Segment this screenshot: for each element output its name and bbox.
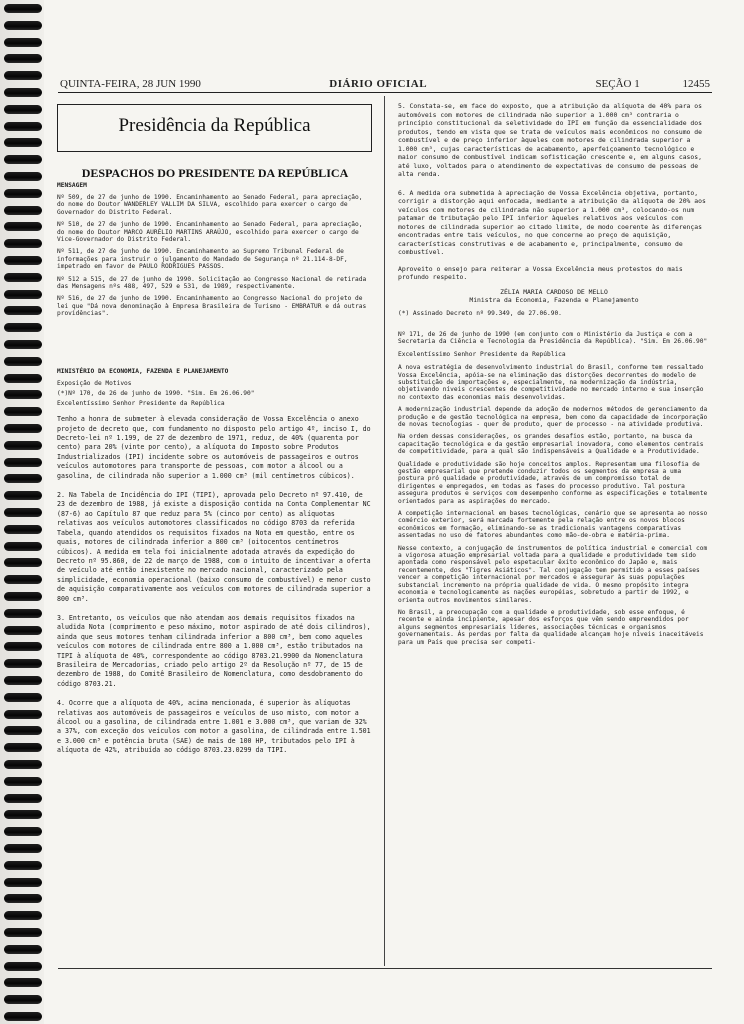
exposicao-label: Exposição de Motivos xyxy=(57,380,132,387)
binding-coil xyxy=(4,290,42,299)
header-rule xyxy=(58,92,712,93)
binding-coil xyxy=(4,945,42,954)
binding-coil xyxy=(4,4,42,13)
mensagem-label: MENSAGEM xyxy=(57,182,87,189)
binding-coil xyxy=(4,693,42,702)
binding-coil xyxy=(4,743,42,752)
despacho-item: Nº 516, de 27 de junho de 1990. Encaminhamento ao Congresso Nacional do projeto de lei que "Dá nova denominação à Empresa Brasileira de Turismo - EMBRATUR e dá outras providências". xyxy=(57,295,367,318)
paragraph-1: Tenho a honra de submeter à elevada consideração de Vossa Excelência o anexo projeto de decreto que, com fundamento no disposto pelo artigo 4º, inciso I, do Decreto-lei nº 1.199, de 27 de dezembro de 1971, reduz, de 40% (quarenta por cento) para 20% (vinte por cento), a alíquota do Imposto sobre Produtos Industrializados (IPI) incidente sobre os automóveis de passageiros e outros veículos automotores para transporte de pessoas, com motor a álcool ou a gasolina, de cilindrada não superior a 1.000 cm³ (mil centímetros cúbicos). xyxy=(57,415,371,480)
binding-coil xyxy=(4,407,42,416)
binding-coil xyxy=(4,844,42,853)
binding-coil xyxy=(4,21,42,30)
body-paragraph: A nova estratégia de desenvolvimento industrial do Brasil, conforme tem ressaltado Vossa Excelência, apóia-se na eliminação das distorções decorrentes do modelo de substituição de importações e, especialmente, na modernização da indústria, objetivando níveis crescentes de competitividade no mercado interno e sua inserção no contexto das economias mais desenvolvidas. xyxy=(398,364,704,401)
paragraph-2: 2. Na Tabela de Incidência do IPI (TIPI), aprovada pelo Decreto nº 97.410, de 23 de dezembro de 1988, já existe a disposição contida na Conta Complementar NC (87-6) ao Capítulo 87 que reduz para 5% (cinco por cento) as alíquotas relativas aos veículos automotores classificados no código 8703 da referida Tabela, quando atendidos os requisitos fixados na Nota em questão, entre os quais, motores de cilindrada inferior a 800 cm³ (oitocentos centímetros cúbicos). A medida em tela foi inicialmente adotada através da expedição do Decreto nº 95.860, de 22 de março de 1988, com o intuito de incentivar a oferta de veículo até então inexistente no mercado nacional, caracterizado pela simplicidade, economia operacional (baixo consumo de combustível) e menor custo de aquisição comparativamente aos veículos com motores de cilindrada superior a 800 cm³. xyxy=(57,491,371,603)
body-paragraph: No Brasil, a preocupação com a qualidade e produtividade, sob esse enfoque, é recente e ainda incipiente, apesar dos esforços que vêm sendo empreendidos por alguns segmentos empresariais líderes, associações técnicas e organismos governamentais. Ás perdas por falta da qualidade alcançam hoje níveis inaceitáveis para um País que precisa ser competi- xyxy=(398,608,704,646)
salutation-2: Excelentíssimo Senhor Presidente da República xyxy=(398,350,566,358)
binding-coil xyxy=(4,357,42,366)
header-page-number: 12455 xyxy=(682,78,710,90)
em-171: Nº 171, de 26 de junho de 1990 (em conjunto com o Ministério da Justiça e com a Secretaria da Ciência e Tecnologia da Presidência da República). "Sim. Em 26.06.90" xyxy=(398,330,708,346)
binding-coil xyxy=(4,575,42,584)
spiral-binding xyxy=(0,0,44,1024)
signature-name: ZÉLIA MARIA CARDOSO DE MELLO xyxy=(500,287,608,296)
paragraph-4: 4. Ocorre que a alíquota de 40%, acima mencionada, é superior às alíquotas relativas aos automóveis de passageiros e veículos de uso misto, com motor a álcool ou a gasolina, de cilindrada entre 1.001 e 3.000 cm³, que variam de 32% a 37%, com exceção dos veículos com motor a gasolina, de cilindrada entre 1.501 e 3.000 cm³ e potência bruta (SAE) de mais de 100 HP, tributados pelo IPI à alíquota de 42%, atribuída ao código 8703.23.0299 da TIPI. xyxy=(57,699,371,755)
binding-coil xyxy=(4,138,42,147)
signature-title: Ministra da Economia, Fazenda e Planejamento xyxy=(469,295,639,304)
binding-coil xyxy=(4,810,42,819)
closing-paragraph: Aproveito o ensejo para reiterar a Vossa Excelência meus protestos do mais profundo respeito. xyxy=(398,264,683,281)
header-date: QUINTA-FEIRA, 28 JUN 1990 xyxy=(60,78,201,90)
page-header xyxy=(60,78,710,90)
binding-coil xyxy=(4,390,42,399)
binding-coil xyxy=(4,525,42,534)
salutation: Excelentíssimo Senhor Presidente da República xyxy=(57,399,225,407)
binding-coil xyxy=(4,726,42,735)
binding-coil xyxy=(4,38,42,47)
binding-coil xyxy=(4,878,42,887)
binding-coil xyxy=(4,424,42,433)
despacho-item: Nº 510, de 27 de junho de 1990. Encaminhamento ao Senado Federal, para apreciação, do nome do Doutor MARCO AURÉLIO MARTINS ARAÚJO, escolhido para exercer o cargo de Vice-Governador do Distrito Federal. xyxy=(57,221,363,244)
column-divider xyxy=(384,96,385,966)
body-paragraph: A modernização industrial depende da adoção de modernos métodos de gerenciamento da produção e de gestão tecnológica na empresa, bem como da capacidade de incorporação de novas tecnologias - quer de produto, quer de processo - na atividade produtiva. xyxy=(398,406,708,428)
header-section: SEÇÃO 1 xyxy=(595,78,640,90)
binding-coil xyxy=(4,155,42,164)
binding-coil xyxy=(4,189,42,198)
body-paragraph: Na ordem dessas considerações, os grandes desafios estão, portanto, na busca da capacitação tecnológica e da gestão empresarial inovadora, como elementos centrais de competitividade, para a qual são indispensáveis a Qualidade e a Produtividade. xyxy=(398,433,704,456)
ministerio-block xyxy=(57,368,373,756)
binding-coil xyxy=(4,105,42,114)
binding-coil xyxy=(4,340,42,349)
binding-coil xyxy=(4,374,42,383)
binding-coil xyxy=(4,323,42,332)
body-paragraph: Qualidade e produtividade são hoje conceitos amplos. Representam uma filosofia de gestão empresarial que pretende conduzir todos os segmentos da empresa a uma postura pró qualidade e produtividade, através de um compromisso total de dirigentes e empregados, em todas as fases do processo produtivo. Tal postura assegura produtos e serviços com desempenho conforme as especificações e totalmente orientados para as aspirações do mercado. xyxy=(398,460,708,505)
footer-rule xyxy=(58,968,712,969)
paragraph-3: 3. Entretanto, os veículos que não atendam aos demais requisitos fixados na aludida Nota (comprimento e peso máximo, motor aspirado de até dois cilindros), ainda que seus motores tenham cilindrada inferior a 800 cm³, bem como aqueles veículos com motores de cilindrada entre 800 a 1.000 cm³, estão tributados na TIPI à alíquota de 40%, correspondente ao código 8703.21.9900 da Nomenclatura Brasileira de Mercadorias, criado pelo artigo 2º da Resolução nº 77, de 15 de dezembro de 1988, do Comitê Brasileiro de Nomenclatura, como desdobramento do código 8703.21. xyxy=(57,613,371,688)
binding-coil xyxy=(4,222,42,231)
section-title-box xyxy=(57,104,372,152)
despacho-item: Nº 511, de 27 de junho de 1990. Encaminhamento ao Supremo Tribunal Federal de informações para instruir o julgamento do Mandado de Segurança nº 21.114-8-DF, impetrado em favor de PAULO RODRIGUES PASSOS. xyxy=(57,248,348,271)
binding-coil xyxy=(4,441,42,450)
binding-coil xyxy=(4,491,42,500)
despachos-block xyxy=(57,182,373,318)
binding-coil xyxy=(4,962,42,971)
binding-coil xyxy=(4,777,42,786)
paragraph-5: 5. Constata-se, em face do exposto, que a atribuição da alíquota de 40% para os automóveis com motores de cilindrada não superior a 1.000 cm³ contraria o princípio constitucional da seletividade do IPI em função da essencialidade dos produtos, tendo em vista que se trata de veículos mais econômicos no consumo de combustível e de preço inferior àqueles com motores de cilindrada superior a 1.000 cm³, cujas características de acabamento, aperfeiçoamento tecnológico e maior consumo de combustível indicam sofisticação crescente e, em alguns casos, até luxo, voltados para o atendimento de expectativas de consumo de pessoas de alta renda. xyxy=(398,102,702,178)
binding-coil xyxy=(4,239,42,248)
binding-coil xyxy=(4,609,42,618)
binding-coil xyxy=(4,928,42,937)
binding-coil xyxy=(4,710,42,719)
binding-coil xyxy=(4,794,42,803)
binding-coil xyxy=(4,54,42,63)
binding-coil xyxy=(4,88,42,97)
binding-coil xyxy=(4,592,42,601)
binding-coil xyxy=(4,995,42,1004)
binding-coil xyxy=(4,827,42,836)
binding-coil xyxy=(4,273,42,282)
binding-coil xyxy=(4,760,42,769)
binding-coil xyxy=(4,71,42,80)
binding-coil xyxy=(4,306,42,315)
ministerio-heading: MINISTÉRIO DA ECONOMIA, FAZENDA E PLANEJAMENTO xyxy=(57,368,229,375)
header-publication: DIÁRIO OFICIAL xyxy=(329,78,428,90)
binding-coil xyxy=(4,894,42,903)
binding-coil xyxy=(4,458,42,467)
paragraph-6: 6. A medida ora submetida à apreciação de Vossa Excelência objetiva, portanto, corrigir a distorção aqui enfocada, mediante a atribuição da alíquota de 20% aos veículos com motores de cilindrada não superior a 1.000 cm³, colocando-os num patamar de tributação pelo IPI inferior àqueles relativos aos veículos com motores de cilindrada superior ao citado limite, de modo coerente às diferenças encontradas entre tais veículos, no que concerne ao preço de aquisição, características construtivas e de acabamento e, principalmente, consumo de combustível. xyxy=(398,188,706,256)
binding-coil xyxy=(4,911,42,920)
binding-coil xyxy=(4,642,42,651)
em-number: (*)Nº 170, de 26 de junho de 1990. "Sim. Em 26.06.90" xyxy=(57,390,255,398)
binding-coil xyxy=(4,861,42,870)
binding-coil xyxy=(4,256,42,265)
binding-coil xyxy=(4,542,42,551)
body-paragraph: Nesse contexto, a conjugação de instrumentos de política industrial e comercial com a vigorosa atuação empresarial voltada para a qualidade e produtividade tem sido apontada como responsável pelo espetacular êxito econômico do Japão e, mais recentemente, dos "Tigres Asiáticos". Tal conjugação tem permitido a esses países vencer a competição internacional por mercados e assegurar às suas populações substancial incremento na própria qualidade de vida. O mesmo propósito integra economia e tecnologicamente as nações européias, sobretudo a partir de 1992, e orienta outros movimentos similares. xyxy=(398,544,708,604)
binding-coil xyxy=(4,659,42,668)
section-title: Presidência da República xyxy=(118,115,311,136)
binding-coil xyxy=(4,676,42,685)
binding-coil xyxy=(4,172,42,181)
despachos-heading: DESPACHOS DO PRESIDENTE DA REPÚBLICA xyxy=(81,166,349,180)
right-column xyxy=(398,102,710,646)
binding-coil xyxy=(4,558,42,567)
despacho-item: Nº 512 a 515, de 27 de junho de 1990. Solicitação ao Congresso Nacional de retirada das Mensagens nºs 488, 497, 529 e 531, de 1989, respectivamente. xyxy=(57,275,367,291)
binding-coil xyxy=(4,474,42,483)
binding-coil xyxy=(4,508,42,517)
body-paragraph: A competição internacional em bases tecnológicas, cenário que se apresenta ao nosso comércio exterior, será marcada fortemente pela relação entre os novos blocos econômicos em formação, eliminando-se as tradicionais vantagens comparativas assentadas no uso de fatores abundantes como mão-de-obra e matéria-prima. xyxy=(398,510,708,540)
binding-coil xyxy=(4,1012,42,1021)
despacho-item: Nº 509, de 27 de junho de 1990. Encaminhamento ao Senado Federal, para apreciação, do nome do Doutor WANDERLEY VALLIM DA SILVA, escolhido para exercer o cargo de Governador do Distrito Federal. xyxy=(57,194,363,216)
binding-coil xyxy=(4,626,42,635)
binding-coil xyxy=(4,122,42,131)
binding-coil xyxy=(4,206,42,215)
footnote: (*) Assinado Decreto nº 99.349, de 27.06.90. xyxy=(398,309,562,317)
binding-coil xyxy=(4,978,42,987)
